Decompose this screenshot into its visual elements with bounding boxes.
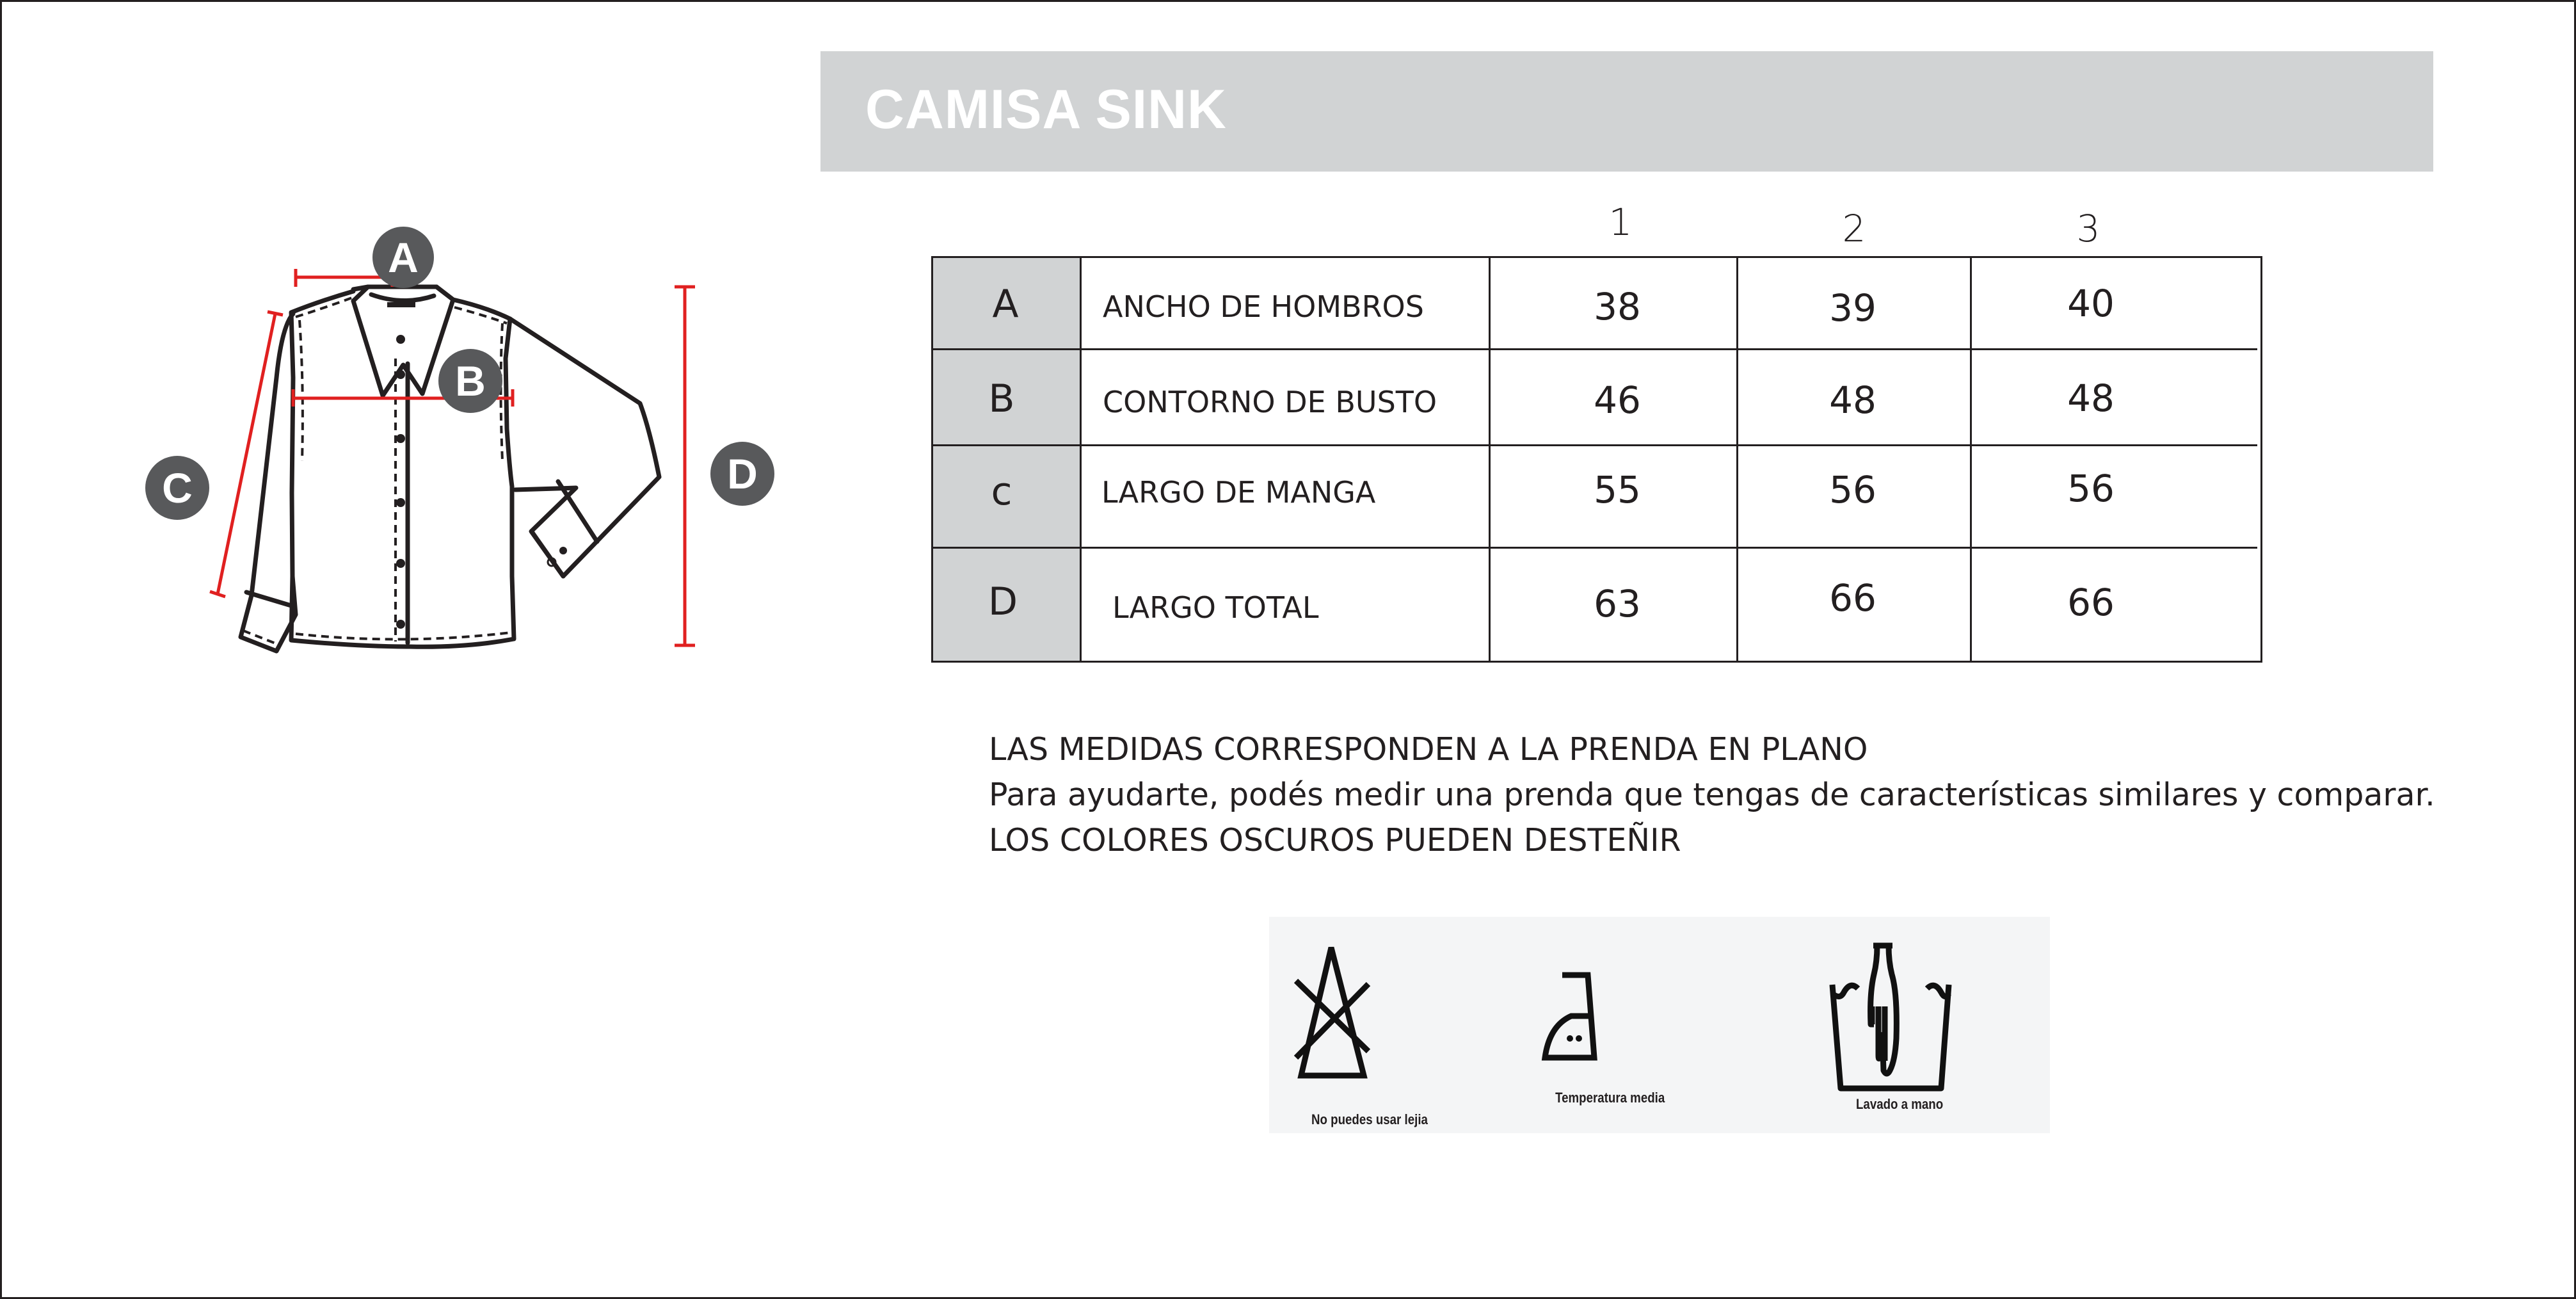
row-key: c (991, 469, 1012, 514)
shirt-diagram (128, 218, 800, 704)
cell-value: 56 (2067, 467, 2115, 510)
row-divider (931, 547, 2257, 549)
row-label: LARGO DE MANGA (1101, 475, 1376, 510)
cell-value: 38 (1594, 285, 1641, 328)
care-caption: No puedes usar lejia (1311, 1111, 1428, 1127)
table-border-right (2260, 256, 2262, 663)
title-banner (820, 51, 2433, 172)
cell-value: 63 (1594, 582, 1641, 625)
row-divider (931, 348, 2257, 350)
table-border-bottom (931, 661, 2262, 663)
row-key: B (988, 376, 1015, 421)
note-compare-tip: Para ayudarte, podés medir una prenda que tengas de características similares y comparar. (989, 777, 2435, 813)
col-divider (1489, 256, 1491, 661)
row-label: CONTORNO DE BUSTO (1103, 385, 1437, 419)
cell-value: 48 (1829, 378, 1876, 422)
care-instructions (1269, 917, 2050, 1133)
cell-value: 48 (2067, 376, 2115, 420)
row-divider (931, 444, 2257, 446)
col-divider (1080, 256, 1082, 661)
size-header-2: 2 (1842, 207, 1866, 250)
size-header-3: 3 (2076, 207, 2100, 250)
badge-b: B (438, 349, 502, 413)
cell-value: 56 (1829, 468, 1876, 512)
badge-a: A (372, 227, 434, 288)
cell-value: 39 (1829, 286, 1876, 330)
col-divider (1736, 256, 1738, 661)
care-caption: Lavado a mano (1856, 1096, 1944, 1112)
page-title: CAMISA SINK (865, 79, 1227, 140)
row-key: D (988, 579, 1018, 624)
cell-value: 40 (2067, 282, 2115, 325)
badge-d: D (710, 442, 774, 506)
care-iron-medium (1525, 917, 1781, 1133)
care-no-bleach (1269, 917, 1525, 1133)
col-divider (1970, 256, 1972, 661)
size-header-1: 1 (1608, 200, 1633, 244)
note-color-warning: LOS COLORES OSCUROS PUEDEN DESTEÑIR (989, 822, 1681, 859)
cell-value: 66 (1829, 576, 1876, 620)
size-table (931, 256, 2262, 663)
care-caption: Temperatura media (1555, 1090, 1665, 1106)
table-border-top (931, 256, 2262, 258)
cell-value: 46 (1594, 378, 1641, 422)
badge-c: C (145, 456, 209, 520)
row-label: ANCHO DE HOMBROS (1103, 289, 1424, 324)
care-hand-wash (1781, 917, 2050, 1133)
note-flat-measure: LAS MEDIDAS CORRESPONDEN A LA PRENDA EN PLANO (989, 731, 1868, 768)
cell-value: 66 (2067, 581, 2115, 624)
no-bleach-icon (1269, 917, 1525, 1133)
measurement-notes (989, 727, 2435, 863)
row-label: LARGO TOTAL (1112, 590, 1319, 625)
cell-value: 55 (1594, 468, 1641, 512)
row-key: A (992, 282, 1019, 327)
